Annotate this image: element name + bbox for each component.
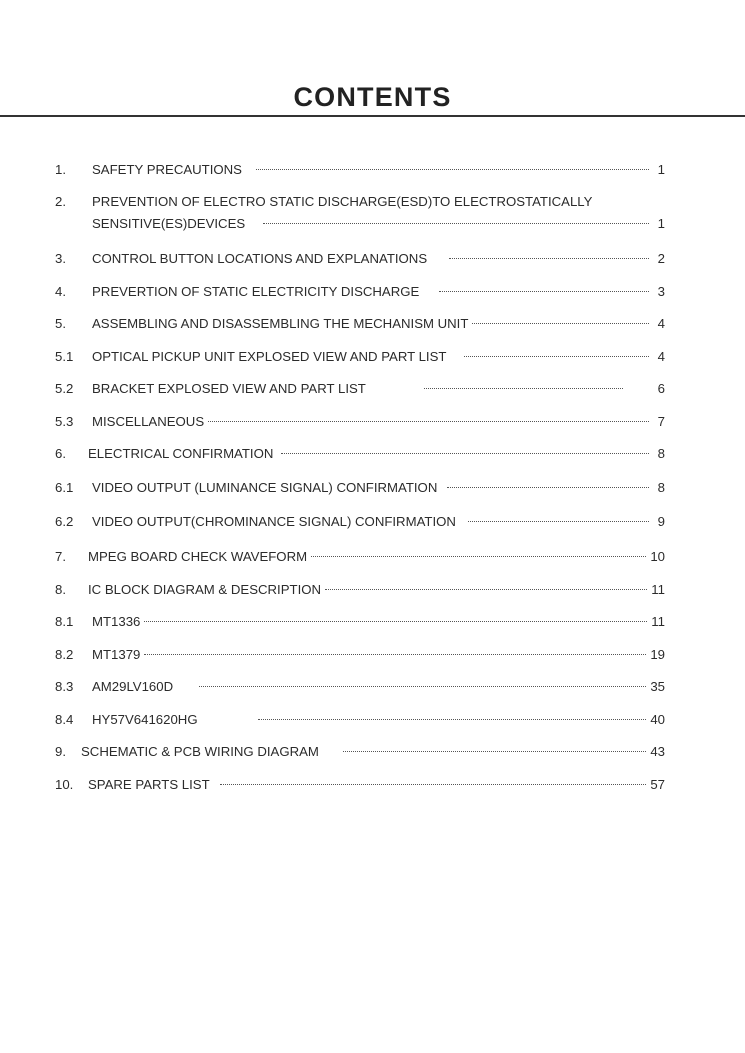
dot-leader (447, 486, 649, 488)
dot-leader (439, 290, 649, 292)
dot-leader (343, 750, 646, 752)
dot-leader (449, 257, 649, 259)
toc-label: SPARE PARTS LIST (88, 777, 210, 792)
dot-leader (256, 168, 649, 170)
toc-entry[interactable] (55, 614, 665, 630)
dot-leader (468, 520, 649, 522)
dot-leader (144, 653, 646, 655)
toc-label: BRACKET EXPLOSED VIEW AND PART LIST (92, 381, 366, 396)
toc-label: ASSEMBLING AND DISASSEMBLING THE MECHANISM UNIT (92, 316, 469, 331)
dot-leader (220, 783, 647, 785)
toc-number: 8.1 (55, 614, 74, 629)
toc-entry[interactable] (55, 284, 665, 300)
toc-label: VIDEO OUTPUT (LUMINANCE SIGNAL) CONFIRMATION (92, 480, 438, 495)
toc-page-number: 6 (657, 381, 665, 396)
toc-number: 8.4 (55, 712, 74, 727)
toc-page-number: 3 (657, 284, 665, 299)
toc-number: 5.3 (55, 414, 74, 429)
toc-entry[interactable] (55, 582, 665, 598)
dot-leader (311, 555, 646, 557)
toc-label: MT1379 (92, 647, 141, 662)
toc-page-number: 10 (650, 549, 665, 564)
toc-label: PREVERTION OF STATIC ELECTRICITY DISCHARGE (92, 284, 420, 299)
toc-page-number: 4 (657, 349, 665, 364)
toc-page-number: 40 (650, 712, 665, 727)
toc-entry[interactable] (55, 777, 665, 793)
dot-leader (258, 718, 647, 720)
toc-number: 3. (55, 251, 66, 266)
dot-leader (144, 620, 647, 622)
toc-label-continued: SENSITIVE(ES)DEVICES (92, 216, 246, 231)
toc-number: 10. (55, 777, 74, 792)
toc-label: VIDEO OUTPUT(CHROMINANCE SIGNAL) CONFIRMATION (92, 514, 456, 529)
toc-label: ELECTRICAL CONFIRMATION (88, 446, 274, 461)
toc-page-number: 35 (650, 679, 665, 694)
toc-page-number: 2 (657, 251, 665, 266)
toc-number: 6.1 (55, 480, 74, 495)
toc-entry[interactable] (55, 381, 665, 397)
toc-page-number: 19 (650, 647, 665, 662)
toc-label: IC BLOCK DIAGRAM & DESCRIPTION (88, 582, 322, 597)
dot-leader (472, 322, 649, 324)
toc-label: MPEG BOARD CHECK WAVEFORM (88, 549, 308, 564)
dot-leader (263, 222, 649, 224)
toc-entry[interactable] (55, 480, 665, 496)
toc-page-number: 7 (657, 414, 665, 429)
toc-page-number: 57 (650, 777, 665, 792)
toc-number: 7. (55, 549, 66, 564)
toc-number: 9. (55, 744, 66, 759)
toc-label: SAFETY PRECAUTIONS (92, 162, 242, 177)
toc-entry[interactable] (55, 414, 665, 430)
toc-label: MISCELLANEOUS (92, 414, 205, 429)
toc-page-number: 43 (650, 744, 665, 759)
toc-entry[interactable] (55, 446, 665, 462)
toc-entry[interactable] (55, 679, 665, 695)
toc-entry[interactable] (55, 549, 665, 565)
toc-number: 2. (55, 194, 66, 209)
title-divider (0, 115, 745, 117)
toc-entry[interactable] (55, 194, 665, 232)
toc-page-number: 11 (651, 614, 665, 629)
toc-entry[interactable] (55, 349, 665, 365)
toc-number: 6. (55, 446, 66, 461)
toc-number: 1. (55, 162, 66, 177)
toc-entry[interactable] (55, 647, 665, 663)
dot-leader (464, 355, 649, 357)
toc-entry[interactable] (55, 162, 665, 178)
toc-label: CONTROL BUTTON LOCATIONS AND EXPLANATIONS (92, 251, 428, 266)
toc-number: 5. (55, 316, 66, 331)
toc-page-number: 8 (657, 446, 665, 461)
toc-page-number: 4 (657, 316, 665, 331)
toc-number: 8. (55, 582, 66, 597)
toc-number: 8.2 (55, 647, 74, 662)
toc-page-number: 8 (657, 480, 665, 495)
page-title: CONTENTS (293, 82, 452, 112)
toc-label: PREVENTION OF ELECTRO STATIC DISCHARGE(ESD)TO ELECTROSTATICALLY (92, 194, 593, 209)
toc-label: AM29LV160D (92, 679, 174, 694)
toc-label: HY57V641620HG (92, 712, 198, 727)
toc-label: MT1336 (92, 614, 141, 629)
toc-page-number: 1 (657, 216, 665, 231)
toc-number: 4. (55, 284, 66, 299)
toc-label: SCHEMATIC & PCB WIRING DIAGRAM (81, 744, 319, 759)
toc-entry[interactable] (55, 316, 665, 332)
dot-leader (199, 685, 646, 687)
toc-number: 6.2 (55, 514, 74, 529)
toc-page-number: 1 (657, 162, 665, 177)
dot-leader (325, 588, 647, 590)
toc-entry[interactable] (55, 514, 665, 530)
dot-leader (281, 452, 649, 454)
toc-number: 5.1 (55, 349, 74, 364)
toc-label: OPTICAL PICKUP UNIT EXPLOSED VIEW AND PART LIST (92, 349, 447, 364)
toc-entry[interactable] (55, 251, 665, 267)
toc-page-number: 9 (657, 514, 665, 529)
toc-page-number: 11 (651, 582, 665, 597)
dot-leader (424, 387, 623, 389)
toc-entry[interactable] (55, 712, 665, 728)
dot-leader (208, 420, 649, 422)
toc-number: 5.2 (55, 381, 74, 396)
toc-number: 8.3 (55, 679, 74, 694)
toc-entry[interactable] (55, 744, 665, 760)
